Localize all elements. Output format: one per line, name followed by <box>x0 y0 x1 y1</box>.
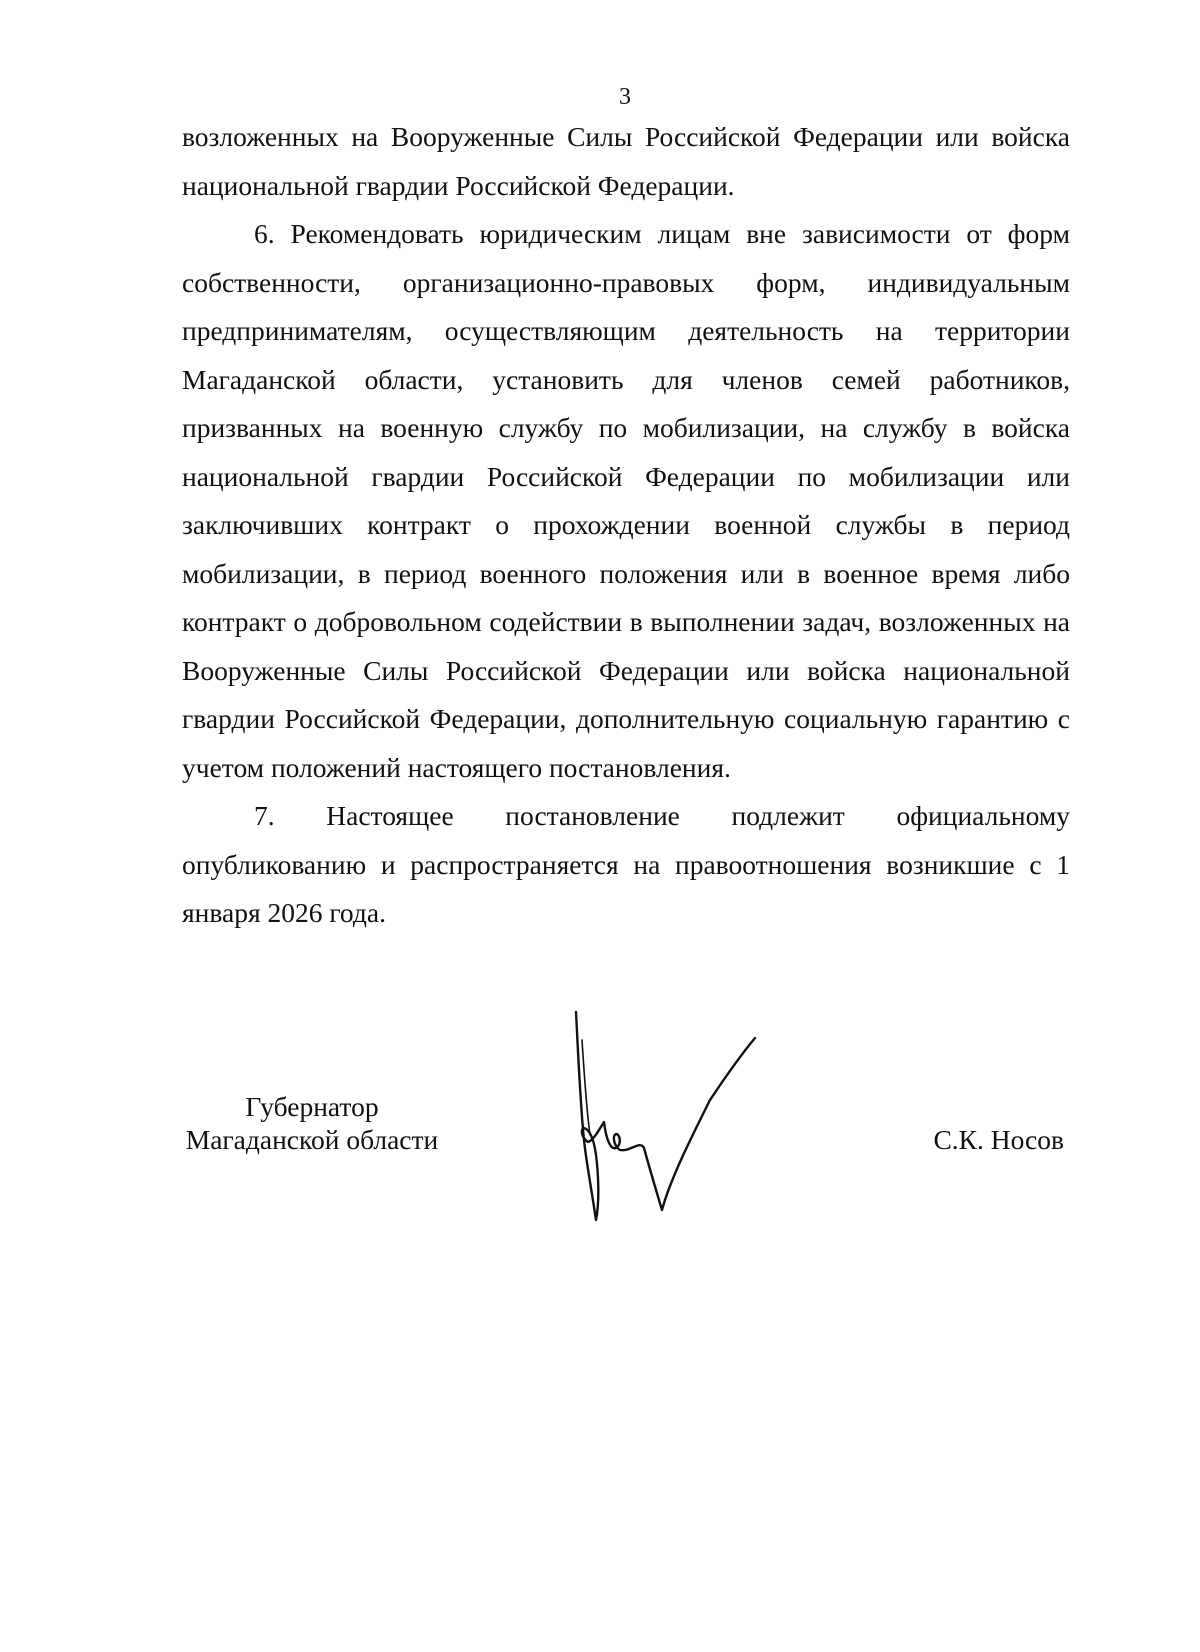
signatory-name: С.К. Носов <box>933 1124 1064 1155</box>
document-body <box>182 113 1070 938</box>
signatory-title-line-1: Губернатор <box>245 1091 379 1122</box>
page-number: 3 <box>619 84 631 110</box>
signatory-title <box>182 1090 442 1156</box>
paragraph-continuation: возложенных на Вооруженные Силы Российской Федерации или войска национальной гвардии Российской Федерации. <box>182 121 1070 201</box>
handwritten-signature <box>560 1010 780 1240</box>
paragraph-6: 6. Рекомендовать юридическим лицам вне зависимости от форм собственности, организационно-правовых форм, индивидуальным предпринимателям, осуществляющим деятельность на территории Магаданской области, установить для членов семей работников, призванных на военную службу по мобилизации, на службу в войска национальной гвардии Российской Федерации по мобилизации или заключивших контракт о прохождении военной службы в период мобилизации, в период военного положения или в военное время либо контракт о добровольном содействии в выполнении задач, возложенных на Вооруженные Силы Российской Федерации или войска национальной гвардии Российской Федерации, дополнительную социальную гарантию с учетом положений настоящего постановления. <box>182 218 1070 783</box>
signatory-title-line-2: Магаданской области <box>185 1124 439 1155</box>
paragraph-7: 7. Настоящее постановление подлежит официальному опубликованию и распространяется на правоотношения возникшие с 1 января 2026 года. <box>182 800 1070 928</box>
